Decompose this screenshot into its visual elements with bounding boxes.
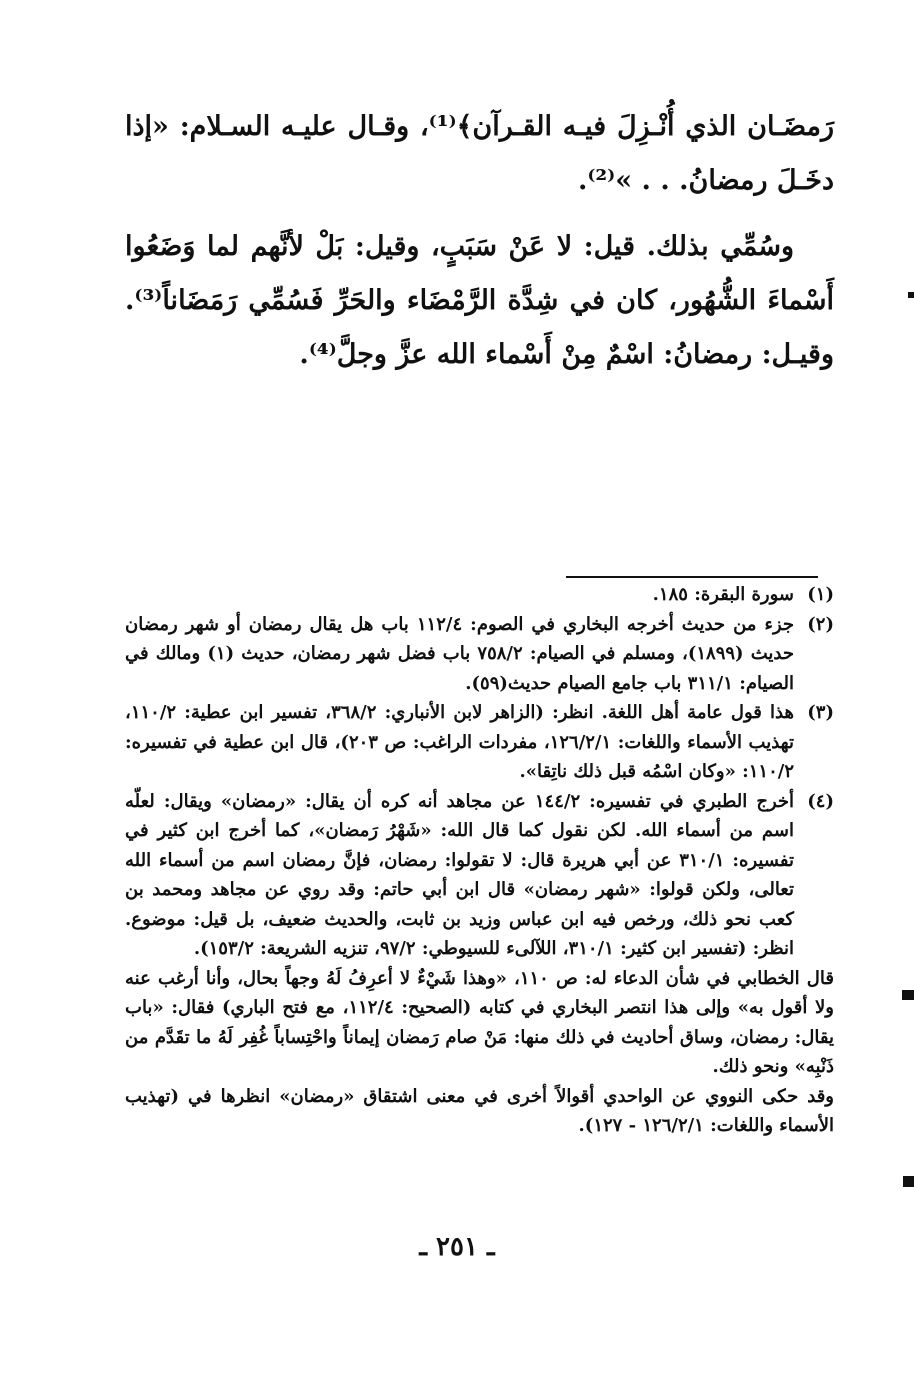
footnote-3 bbox=[125, 698, 834, 787]
footnote-number: (٤) bbox=[807, 790, 834, 812]
footnote-separator-rule bbox=[566, 576, 818, 578]
scan-edge-mark bbox=[903, 1176, 914, 1187]
footnote-continuation-2: وقد حكى النووي عن الواحدي أقوالاً أخرى في معنى اشتقاق «رمضان» انظرها في (تهذيب الأسماء واللغات: ١٢٦/٢/١ - ١٢٧). bbox=[125, 1085, 834, 1136]
footnotes bbox=[125, 580, 834, 1141]
footnote-4 bbox=[125, 787, 834, 964]
footnote-2 bbox=[125, 610, 834, 699]
scan-edge-mark bbox=[902, 990, 914, 1000]
footnote-number: (١) bbox=[807, 584, 834, 605]
footnote-text: هذا قول عامة أهل اللغة. انظر: (الزاهر لابن الأنباري: ٣٦٨/٢، تفسير ابن عطية: ١١٠/٢، تهذيب الأسماء واللغات: ١٢٦/٢/١، مفردات الراغب: ص ٢٠٣)، قال ابن عطية في تفسيره: ١١٠/٢: «وكان اسْمُه قبل ذلك ناتِقا». bbox=[125, 702, 794, 782]
footnote-1 bbox=[125, 580, 834, 610]
main-paragraph-2: وسُمِّي بذلك. قيل: لا عَنْ سَبَبٍ، وقيل: بَلْ لأنَّهم لما وَضَعُوا أَسْماءَ الشُّهُور، كان في شِدَّة الرَّمْضَاء والحَرِّ فَسُمِّي رَمَضَاناً⁽³⁾. وقيـل: رمضانُ: اسْمٌ مِنْ أَسْماء الله عزَّ وجلَّ⁽⁴⁾. bbox=[125, 231, 834, 370]
footnote-text: أخرج الطبري في تفسيره: ١٤٤/٢ عن مجاهد أنه كره أن يقال: «رمضان» ويقال: لعلّه اسم من أسماء الله. لكن نقول كما قال الله: «شَهْرُ رَمضان»، كما أخرج ابن كثير في تفسيره: ٣١٠/١ عن أبي هريرة قال: لا تقولوا: رمضان، فإنَّ رمضان اسم من أسماء الله تعالى، ولكن قولوا: «شهر رمضان» قال ابن أبي حاتم: وقد روي عن مجاهد ومحمد بن كعب نحو ذلك، ورخص فيه ابن عباس وزيد بن ثابت، والحديث ضعيف، بل قيل: موضوع. انظر: (تفسير ابن كثير: ٣١٠/١، اللآلىء للسيوطي: ٩٧/٢، تنزيه الشريعة: ١٥٣/٢). bbox=[125, 790, 794, 959]
scan-edge-mark bbox=[908, 292, 914, 298]
footnote-text: جزء من حديث أخرجه البخاري في الصوم: ١١٢/٤ باب هل يقال رمضان أو شهر رمضان حديث (١٨٩٩)، ومسلم في الصيام: ٧٥٨/٢ باب فضل شهر رمضان، حديث (١) ومالك في الصيام: ٣١١/١ باب جامع الصيام حديث(٥٩). bbox=[125, 613, 795, 694]
footnote-text: سورة البقرة: ١٨٥. bbox=[652, 584, 794, 605]
main-text bbox=[125, 100, 834, 382]
page-number: ـ ٢٥١ ـ bbox=[419, 1232, 495, 1262]
main-paragraph-1: رَمضَـان الذي أُنْـزِلَ فيـه القـرآن﴾⁽¹⁾، وقـال عليـه السـلام: «إذا دخَـلَ رمضانُ. . . »⁽²⁾. bbox=[125, 111, 835, 196]
footnote-number: (٣) bbox=[807, 702, 834, 723]
footnote-continuation-1: قال الخطابي في شأن الدعاء له: ص ١١٠، «وهذا شَيْءٌ لا أعرِفُ لَهُ وجهاً بحال، وأنا أرغب عنه ولا أقول به» وإلى هذا انتصر البخاري في كتابه (الصحيح: ١١٢/٤، مع فتح الباري) فقال: «باب يقال: رمضان، وساق أحاديث في ذلك منها: مَنْ صام رَمضان إيماناً واحْتِساباً غُفِر لَهُ ما تقَدَّم من ذَنْبِه» ونحو ذلك. bbox=[125, 967, 834, 1077]
footnote-number: (٢) bbox=[807, 613, 834, 635]
